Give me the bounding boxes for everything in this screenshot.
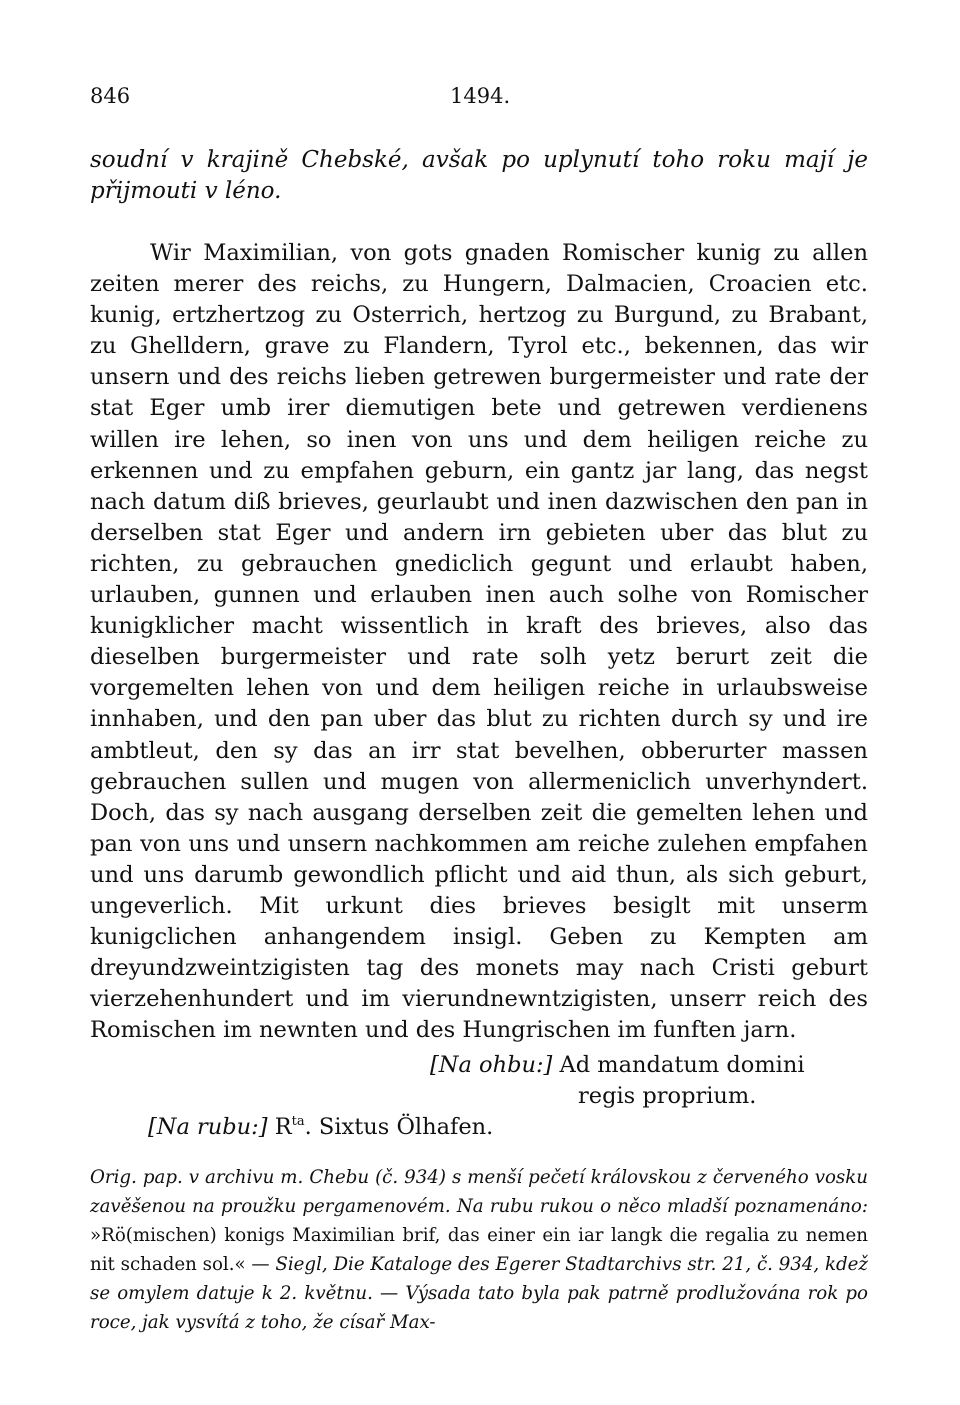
dorsal-endorsement [148, 1112, 493, 1143]
charter-text [90, 238, 868, 1046]
dorsal-signature-name: . Sixtus Ölhafen. [304, 1114, 494, 1140]
page-header [90, 84, 870, 114]
running-year: 1494. [450, 84, 511, 108]
fold-text-line-2: regis proprium. [578, 1083, 757, 1109]
editorial-note [90, 1163, 868, 1337]
fold-endorsement [430, 1050, 805, 1081]
note-reference: Siegl, Die Kataloge des Egerer Stadtarchivs str. 21, č. 934, kdež se omylem datuje k 2. květnu. — Výsada tato byla pak patrně prodlužována rok po roce, jak vysvítá z toho, že císař Max- [90, 1254, 868, 1333]
fold-text-line-1: Ad mandatum domini [559, 1052, 805, 1078]
charter-paragraph: Wir Maximilian, von gots gnaden Romischer kunig zu allen zeiten merer des reichs, zu Hungern, Dalmacien, Croacien etc. kunig, ertzhertzog zu Osterrich, hertzog zu Burgund, zu Brabant, zu Ghelldern, grave zu Flandern, Tyrol etc., bekennen, das wir unsern und des reichs lieben getrewen burgermeister und rate der stat Eger umb irer diemutigen bete und getrewen verdienens willen ire lehen, so inen von uns und dem heiligen reiche zu erkennen und zu empfahen geburn, ein gantz jar lang, das negst nach datum diß brieves, geurlaubt und inen dazwischen den pan in derselben stat Eger und andern irn gebieten uber das blut zu richten, zu gebrauchen gnediclich gegunt und erlaubt haben, urlauben, gunnen und erlauben inen auch solhe von Romischer kunigklicher macht wissentlich in kraft des brieves, also das dieselben burgermeister und rate solh yetz berurt zeit die vorgemelten lehen von und dem heiligen reiche in urlaubsweise innhaben, und den pan uber das blut zu richten durch sy und ire ambtleut, den sy das an irr stat bevelhen, obberurter massen gebrauchen sullen und mugen von allermeniclich unverhyndert. Doch, das sy nach ausgang derselben zeit die gemelten lehen und pan von uns und unsern nachkommen am reiche zulehen empfahen und uns darumb gewondlich pflicht und aid thun, als sich geburt, ungeverlich. Mit urkunt dies brieves besiglt mit unserm kunigclichen anhangendem insigl. Geben zu Kempten am dreyundzweintzigisten tag des monets may nach Cristi geburt vierzehenhundert und im vierundnewntzigisten, unserr reich des Romischen im newnten und des Hungrischen im funften jarn. [90, 240, 868, 1044]
page-number: 846 [90, 84, 131, 108]
fold-label: [Na ohbu:] [430, 1052, 553, 1078]
regest-summary: soudní v krajině Chebské, avšak po uplynutí toho roku mají je přijmouti v léno. [90, 147, 868, 204]
note-description: Orig. pap. v archivu m. Chebu (č. 934) s menší pečetí královskou z červeného vosku zavěšenou na proužku pergamenovém. Na rubu rukou o něco mladší poznamenáno: [90, 1167, 868, 1217]
dorsal-signature-mark: $R^{ta}$ [274, 1114, 305, 1140]
note-quotation: »Rö(mischen) konigs Maximilian brif, das einer ein iar langk die regalia zu nemen nit schaden sol.« — [90, 1225, 868, 1275]
dorsal-label: [Na rubu:] [148, 1114, 268, 1140]
